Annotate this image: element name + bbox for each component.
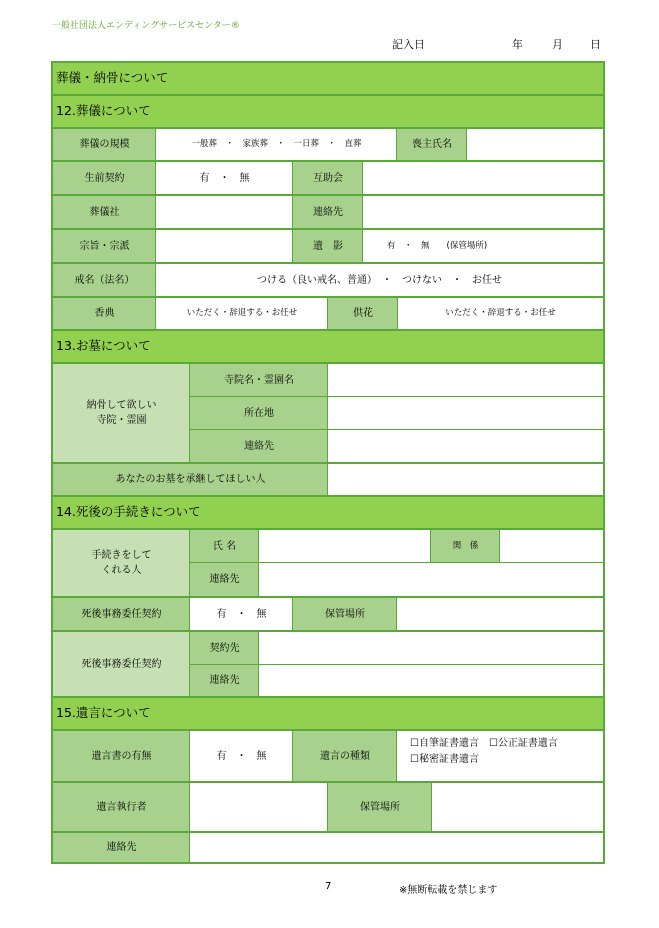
funeral-burial-form xyxy=(51,61,605,864)
kaimyo-label: 戒名（法名） xyxy=(53,264,156,296)
month-label: 月 xyxy=(552,38,563,51)
chief-mourner-label: 喪主氏名 xyxy=(397,129,467,160)
will-storage-label: 保管場所 xyxy=(328,783,432,831)
section-header-funeral: 12.葬儀について xyxy=(53,96,603,127)
will-type-line-1[interactable]: ☐自筆証書遺言 ☐公正証書遺言 xyxy=(410,738,558,749)
funeral-contact-label: 連絡先 xyxy=(293,196,363,228)
funeral-scale-options[interactable]: 一般葬 ・ 家族葬 ・ 一日葬 ・ 直葬 xyxy=(191,139,362,150)
koden-options[interactable]: いただく・辞退する・お任せ xyxy=(186,308,298,319)
organization-name: 一般社団法人エンディングサービスセンター® xyxy=(52,21,240,31)
portrait-options[interactable]: 有 ・ 無 (保管場所) xyxy=(387,240,488,251)
temple-group-label: 納骨して欲しい 寺院・霊園 xyxy=(53,364,190,462)
will-type-line-2[interactable]: ☐秘密証書遺言 xyxy=(410,754,479,765)
kuge-label: 供花 xyxy=(328,298,398,329)
executor-label: 遺言執行者 xyxy=(53,783,190,831)
koden-label: 香典 xyxy=(53,298,156,329)
portrait-label: 遺 影 xyxy=(293,230,363,262)
kuge-options[interactable]: いただく・辞退する・お任せ xyxy=(445,308,556,319)
day-label: 日 xyxy=(590,38,601,51)
funeral-company-label: 葬儀社 xyxy=(53,196,156,228)
contractor-label: 契約先 xyxy=(190,632,259,664)
precontract-label: 生前契約 xyxy=(53,162,156,194)
year-label: 年 xyxy=(512,38,523,51)
section-header-procedures: 14.死後の手続きについて xyxy=(53,497,603,528)
section-header-will: 15.遺言について xyxy=(53,698,603,729)
page-number: 7 xyxy=(325,881,332,892)
kaimyo-options[interactable]: つける（良い戒名、普通） ・ つけない ・ お任せ xyxy=(257,274,502,286)
affairs-contract-label-2: 死後事務委任契約 xyxy=(53,632,190,696)
handler-name-label: 氏 名 xyxy=(190,530,259,562)
will-contact-label: 連絡先 xyxy=(53,833,190,862)
will-type-label: 遺言の種類 xyxy=(293,731,397,781)
mutual-aid-label: 互助会 xyxy=(293,162,363,194)
contractor-contact-label: 連絡先 xyxy=(190,664,259,696)
temple-name-label: 寺院名・霊園名 xyxy=(190,364,328,396)
handler-contact-label: 連絡先 xyxy=(190,563,259,596)
funeral-scale-label: 葬儀の規模 xyxy=(53,129,156,160)
will-exists-label: 遺言書の有無 xyxy=(53,731,190,781)
temple-location-label: 所在地 xyxy=(190,397,328,429)
section-header-funeral-burial: 葬儀・納骨について xyxy=(53,63,603,94)
handler-relation-label: 関 係 xyxy=(431,530,500,562)
temple-contact-label: 連絡先 xyxy=(190,430,328,462)
copyright-notice: ※無断転載を禁じます xyxy=(399,885,498,896)
section-header-grave: 13.お墓について xyxy=(53,331,603,362)
affairs-contract-options[interactable]: 有 ・ 無 xyxy=(216,608,267,620)
table-grid-lines xyxy=(53,63,603,862)
affairs-contract-label: 死後事務委任契約 xyxy=(53,598,190,630)
handler-label: 手続きをして くれる人 xyxy=(53,530,190,596)
religion-label: 宗旨・宗派 xyxy=(53,230,156,262)
will-exists-options[interactable]: 有 ・ 無 xyxy=(216,750,267,762)
precontract-options[interactable]: 有 ・ 無 xyxy=(199,172,250,184)
entry-date-label: 記入日 xyxy=(392,38,425,51)
grave-successor-label: あなたのお墓を承継してほしい人 xyxy=(53,464,328,495)
affairs-storage-label: 保管場所 xyxy=(293,598,397,630)
